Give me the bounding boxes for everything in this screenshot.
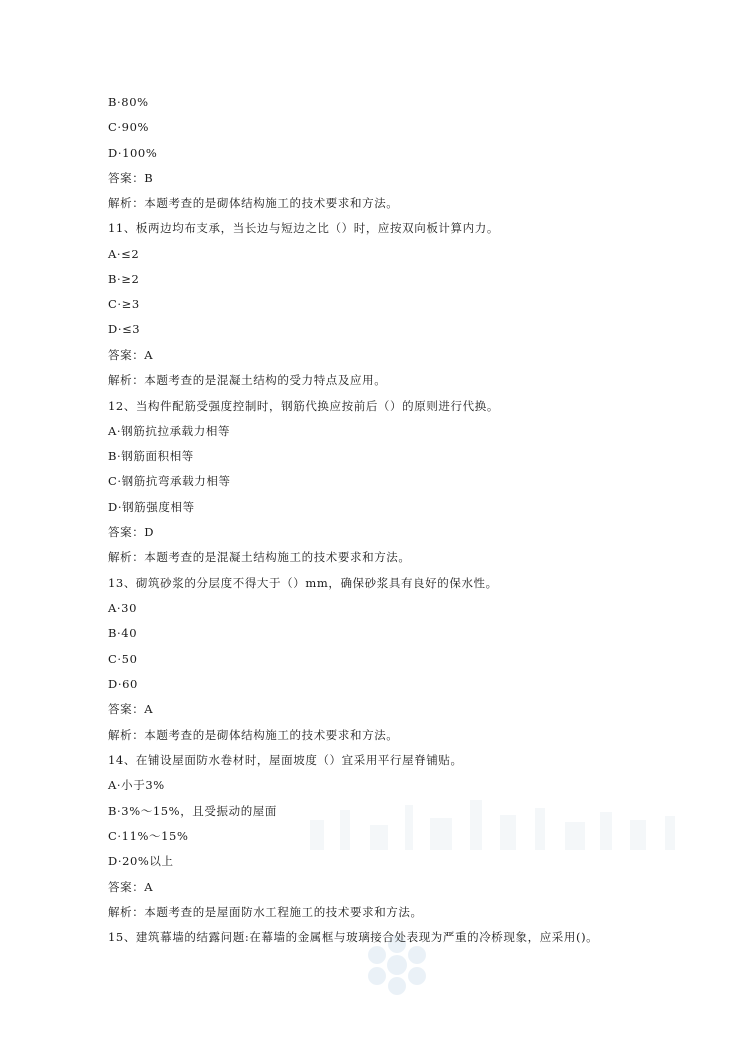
option-line: B·钢筋面积相等 <box>108 449 194 463</box>
option-line: D·100% <box>108 146 158 160</box>
option-line: B·3%～15%，且受振动的屋面 <box>108 804 278 818</box>
question-line: 14、在铺设屋面防水卷材时，屋面坡度（）宜采用平行屋脊铺贴。 <box>108 753 463 767</box>
question-line: 13、砌筑砂浆的分层度不得大于（）mm，确保砂浆具有良好的保水性。 <box>108 576 498 590</box>
option-line: C·90% <box>108 120 150 134</box>
option-line: D·≤3 <box>108 322 141 336</box>
option-line: A·小于3% <box>108 778 165 792</box>
answer-line: 答案：A <box>108 880 154 894</box>
explanation-line: 解析：本题考查的是砌体结构施工的技术要求和方法。 <box>108 196 399 210</box>
answer-line: 答案：A <box>108 348 154 362</box>
answer-line: 答案：B <box>108 171 154 185</box>
option-line: B·40 <box>108 626 138 640</box>
option-line: A·钢筋抗拉承载力相等 <box>108 424 231 438</box>
explanation-line: 解析：本题考查的是屋面防水工程施工的技术要求和方法。 <box>108 905 423 919</box>
explanation-line: 解析：本题考查的是砌体结构施工的技术要求和方法。 <box>108 728 399 742</box>
option-line: B·≥2 <box>108 272 140 286</box>
watermark <box>300 790 700 870</box>
question-line: 11、板两边均布支承，当长边与短边之比（）时，应按双向板计算内力。 <box>108 221 499 235</box>
option-line: C·钢筋抗弯承载力相等 <box>108 474 231 488</box>
option-line: D·60 <box>108 677 138 691</box>
option-line: C·11%～15% <box>108 829 189 843</box>
answer-line: 答案：D <box>108 525 155 539</box>
option-line: A·30 <box>108 601 137 615</box>
option-line: D·钢筋强度相等 <box>108 500 195 514</box>
option-line: D·20%以上 <box>108 854 174 868</box>
option-line: A·≤2 <box>108 247 140 261</box>
option-line: C·50 <box>108 652 138 666</box>
option-line: B·80% <box>108 95 149 109</box>
answer-line: 答案：A <box>108 702 154 716</box>
question-line: 15、建筑幕墙的结露问题:在幕墙的金属框与玻璃接合处表现为严重的冷桥现象，应采用()。 <box>108 930 599 944</box>
question-line: 12、当构件配筋受强度控制时，钢筋代换应按前后（）的原则进行代换。 <box>108 399 499 413</box>
explanation-line: 解析：本题考查的是混凝土结构的受力特点及应用。 <box>108 373 387 387</box>
explanation-line: 解析：本题考查的是混凝土结构施工的技术要求和方法。 <box>108 550 411 564</box>
option-line: C·≥3 <box>108 297 140 311</box>
